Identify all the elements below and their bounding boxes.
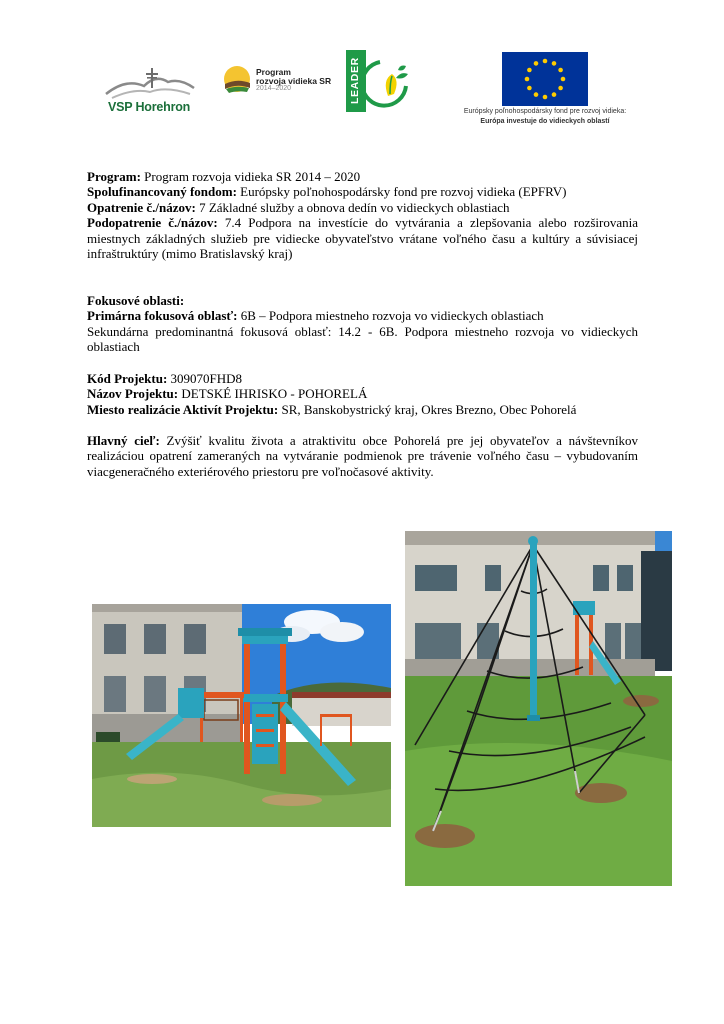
measure-value: 7 Základné služby a obnova dedín vo vidieckych oblastiach: [195, 199, 510, 215]
program-line1: Program: [256, 67, 291, 77]
project-code-value: 309070FHD8: [167, 371, 243, 386]
submeasure-value: 7.4 Podpora na investície do vytvárania a zlepšovania alebo rozširovania miestnych základných služieb pre vidiecke obyvateľstvo vrátane voľného času a kultúry a súvisiacej infraštruktúry (mimo Bratislavský kraj): [87, 215, 638, 262]
focus-block: [87, 293, 638, 355]
project-code-label: Kód Projektu:: [87, 371, 168, 386]
fund-line: [87, 184, 638, 199]
measure-label: Opatrenie č./názov:: [87, 199, 196, 215]
program-label: Program:: [87, 169, 141, 184]
primary-focus-value: 6B – Podpora miestneho rozvoja vo vidieckych oblastiach: [237, 308, 544, 324]
program-rozvoja-logo: [222, 64, 337, 96]
measure-line: [87, 200, 638, 215]
submeasure-label: Podopatrenie č./názov:: [87, 215, 218, 231]
secondary-focus-line: Sekundárna predominantná fokusová oblasť: 14.2 - 6B. Podpora miestneho rozvoja vo vidieckych oblastiach: [87, 323, 638, 355]
fund-label: Spolufinancovaný fondom:: [87, 184, 237, 200]
project-location-value: SR, Banskobystrický kraj, Okres Brezno, Obec Pohorelá: [278, 401, 577, 417]
program-line2: rozvoja vidieka SR: [256, 76, 332, 86]
project-location-label: Miesto realizácie Aktivít Projektu:: [87, 401, 279, 417]
program-info-block: [87, 169, 638, 261]
project-name-label: Názov Projektu:: [87, 386, 179, 402]
project-name-value: DETSKÉ IHRISKO - POHORELÁ: [178, 386, 368, 402]
vsp-horehron-text: VSP Horehron: [108, 100, 191, 114]
goal-label: Hlavný cieľ:: [87, 433, 160, 448]
mountain-cross-icon: [104, 66, 196, 102]
eu-caption-slogan: Európa investuje do vidieckych oblastí: [480, 118, 610, 125]
playground-slide-photo: [92, 604, 391, 827]
eu-flag-icon: [502, 52, 588, 106]
project-code-line: [87, 371, 638, 386]
eu-logo: [445, 52, 645, 130]
program-value: Program rozvoja vidieka SR 2014 – 2020: [140, 169, 361, 184]
goal-line: [87, 433, 638, 479]
primary-focus-line: [87, 308, 638, 323]
vsp-horehron-logo: [104, 66, 196, 116]
goal-value: Zvýšiť kvalitu života a atraktivitu obce Pohorelá pre jej obyvateľov a návštevníkov realizáciou opatrení zameraných na vytváranie podmienok pre trávenie voľného času – vybudovaním viacgeneračného exteriérového priestoru pre voľnočasové aktivity.: [87, 433, 639, 479]
sun-field-icon: [222, 64, 254, 96]
fund-value: Európsky poľnohospodársky fond pre rozvoj vidieka (EPFRV): [236, 184, 567, 200]
project-block: [87, 371, 638, 417]
primary-focus-label: Primárna fokusová oblasť:: [87, 308, 238, 324]
project-location-line: [87, 402, 638, 417]
leader-logo: [346, 50, 412, 114]
leader-text: LEADER: [349, 57, 361, 105]
eu-caption-fund: Európsky poľnohospodársky fond pre rozvoj vidieka:: [463, 108, 627, 115]
program-line: [87, 169, 638, 184]
submeasure-line: [87, 215, 638, 261]
focus-heading: Fokusové oblasti:: [87, 293, 185, 308]
rope-pyramid-photo: [405, 531, 672, 886]
program-line3: 2014–2020: [256, 85, 292, 92]
goal-block: [87, 433, 638, 479]
project-name-line: [87, 386, 638, 401]
